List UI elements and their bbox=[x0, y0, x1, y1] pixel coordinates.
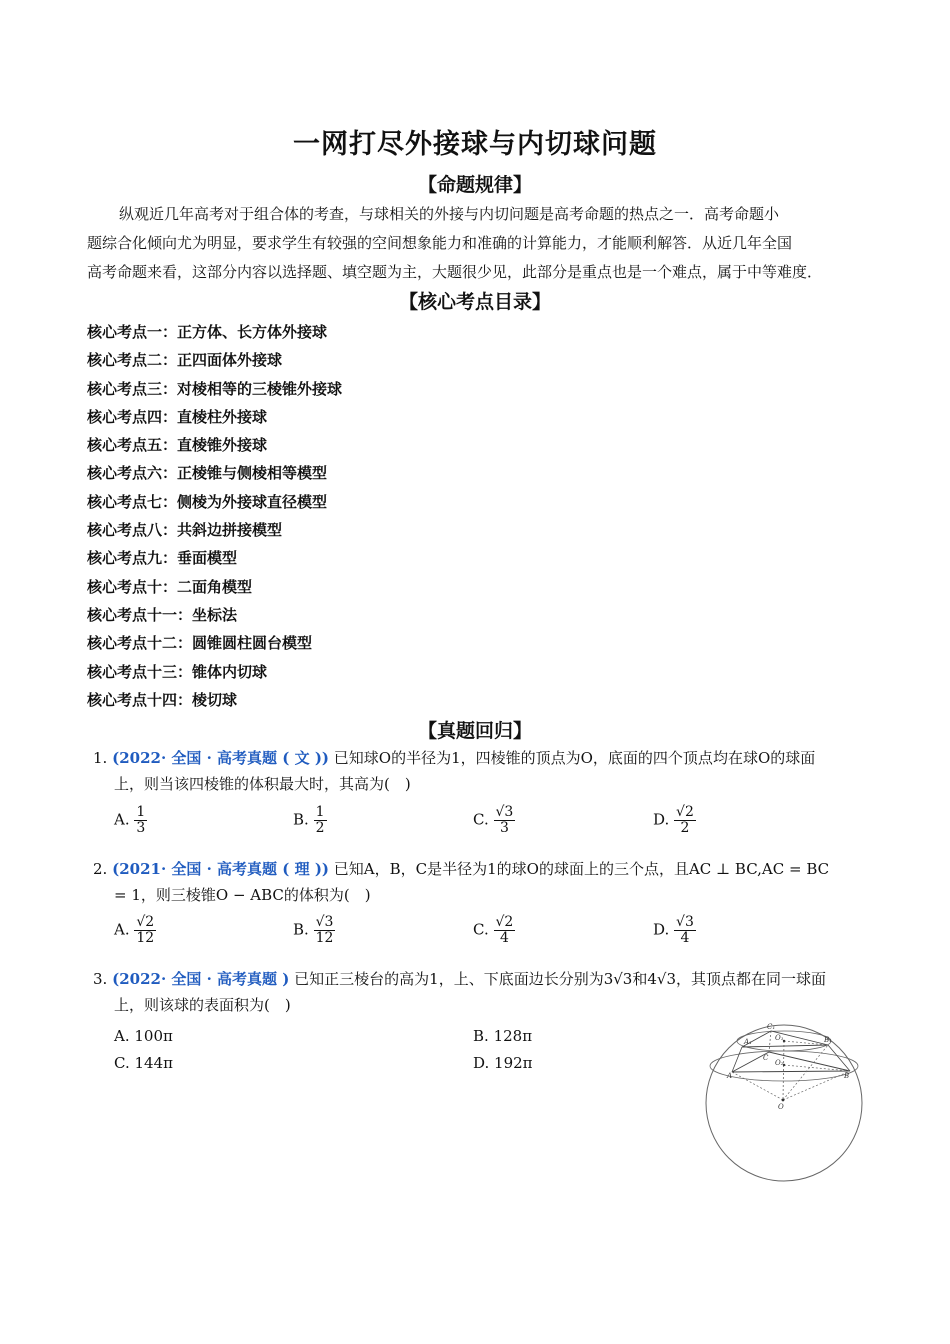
toc-item: 核心考点十三：锥体内切球 bbox=[87, 662, 268, 681]
option-label: D. bbox=[653, 810, 670, 829]
option-label: D. bbox=[473, 1054, 490, 1072]
question-text: 上，则当该四棱锥的体积最大时，其高为( ) bbox=[114, 775, 411, 793]
option-b[interactable] bbox=[293, 805, 327, 836]
option-label: A. bbox=[114, 810, 130, 829]
option-label: A. bbox=[114, 1027, 130, 1045]
option-c[interactable] bbox=[473, 915, 515, 946]
fraction bbox=[134, 805, 147, 836]
fraction-denominator: 3 bbox=[499, 820, 509, 836]
option-value: 128π bbox=[493, 1027, 533, 1045]
option-a[interactable] bbox=[114, 915, 156, 946]
fraction-denominator: 2 bbox=[680, 820, 690, 836]
option-value: 192π bbox=[494, 1054, 533, 1072]
option-label: C. bbox=[114, 1054, 130, 1072]
toc-item: 核心考点十一：坐标法 bbox=[87, 605, 238, 624]
toc-item: 核心考点六：正棱锥与侧棱相等模型 bbox=[87, 464, 328, 483]
figure-label: A₁ bbox=[744, 1038, 752, 1046]
fraction bbox=[494, 805, 516, 836]
option-value: 100π bbox=[134, 1027, 173, 1045]
radius-line bbox=[783, 1071, 850, 1100]
option-c[interactable] bbox=[473, 805, 515, 836]
question-number: 1. bbox=[93, 749, 108, 767]
option-label: C. bbox=[473, 810, 489, 829]
figure-label: C bbox=[763, 1054, 769, 1062]
sphere-outline bbox=[706, 1025, 862, 1181]
fraction bbox=[134, 915, 156, 946]
option-a[interactable] bbox=[114, 1027, 173, 1045]
figure-label: O bbox=[778, 1103, 784, 1111]
option-a[interactable] bbox=[114, 805, 147, 836]
toc-item: 核心考点八：共斜边拼接模型 bbox=[87, 521, 283, 540]
option-d[interactable] bbox=[653, 915, 696, 946]
toc-item: 核心考点十四：棱切球 bbox=[87, 690, 238, 709]
axis-line bbox=[783, 1041, 784, 1100]
figure-label: B₁ bbox=[824, 1036, 832, 1044]
fraction bbox=[314, 805, 327, 836]
edge bbox=[769, 1031, 771, 1052]
fraction bbox=[314, 915, 336, 946]
question-source: (2022· 全国 · 高考真题 ) bbox=[112, 970, 290, 988]
toc-item: 核心考点一：正方体、长方体外接球 bbox=[87, 323, 328, 341]
fraction bbox=[674, 805, 696, 836]
section-heading-rules: 【命题规律】 bbox=[417, 174, 532, 196]
question-text: 上，则该球的表面积为( ) bbox=[114, 996, 291, 1014]
intro-line: 纵观近几年高考对于组合体的考查，与球相关的外接与内切问题是高考命题的热点之一．高考命题小 bbox=[119, 205, 780, 223]
sphere-frustum-figure bbox=[700, 1018, 870, 1183]
question-text: 已知A，B，C是半径为1的球O的球面上的三个点，且AC ⊥ BC,AC = BC bbox=[333, 860, 830, 878]
fraction-denominator: 12 bbox=[136, 930, 155, 946]
fraction-denominator: 12 bbox=[315, 930, 334, 946]
fraction-numerator: √2 bbox=[136, 914, 155, 930]
section-heading-real-exams: 【真题回归】 bbox=[417, 720, 532, 742]
fraction-numerator: √3 bbox=[315, 914, 334, 930]
fraction-numerator: 1 bbox=[315, 804, 325, 820]
option-label: B. bbox=[293, 920, 309, 939]
fraction bbox=[674, 915, 696, 946]
question-source: (2021· 全国 · 高考真题 ( 理 )) bbox=[112, 860, 330, 878]
figure-label: B bbox=[844, 1072, 850, 1080]
toc-item: 核心考点十二：圆锥圆柱圆台模型 bbox=[87, 634, 313, 653]
option-label: C. bbox=[473, 920, 489, 939]
toc-item: 核心考点二：正四面体外接球 bbox=[87, 351, 283, 370]
question-number: 2. bbox=[93, 860, 108, 878]
section-heading-toc: 【核心考点目录】 bbox=[398, 291, 551, 313]
question-number: 3. bbox=[93, 970, 108, 988]
option-label: A. bbox=[114, 920, 130, 939]
toc-item: 核心考点十：二面角模型 bbox=[87, 577, 253, 596]
fraction-numerator: √3 bbox=[676, 914, 694, 930]
question-1 bbox=[93, 745, 873, 797]
fraction-numerator: √2 bbox=[676, 804, 694, 820]
fraction-numerator: 1 bbox=[136, 804, 146, 820]
figure-label: O₂ bbox=[775, 1059, 784, 1067]
fraction-denominator: 4 bbox=[680, 930, 690, 946]
radius-line bbox=[783, 1045, 828, 1100]
toc-item: 核心考点五：直棱锥外接球 bbox=[87, 436, 268, 455]
fraction bbox=[494, 915, 516, 946]
fraction-denominator: 2 bbox=[315, 820, 325, 836]
toc-item: 核心考点九：垂面模型 bbox=[87, 549, 238, 568]
toc-item: 核心考点三：对棱相等的三棱锥外接球 bbox=[87, 379, 343, 398]
page-title: 一网打尽外接球与内切球问题 bbox=[293, 129, 657, 160]
option-d[interactable] bbox=[653, 805, 696, 836]
toc-item: 核心考点四：直棱柱外接球 bbox=[87, 407, 268, 426]
figure-label: A bbox=[727, 1072, 733, 1080]
radius-line bbox=[732, 1072, 783, 1100]
intro-line: 题综合化倾向尤为明显，要求学生有较强的空间想象能力和准确的计算能力，才能顺利解答．从近几年全国 bbox=[87, 234, 793, 252]
question-source: (2022· 全国 · 高考真题 ( 文 )) bbox=[112, 749, 330, 767]
figure-label: O₁ bbox=[775, 1034, 784, 1042]
option-b[interactable] bbox=[293, 915, 335, 946]
option-label: B. bbox=[293, 810, 309, 829]
question-text: = 1，则三棱锥O − ABC的体积为( ) bbox=[114, 886, 371, 904]
option-value: 144π bbox=[134, 1054, 173, 1072]
question-2 bbox=[93, 856, 873, 908]
toc-list bbox=[87, 318, 342, 714]
question-3 bbox=[93, 966, 873, 1018]
option-c[interactable] bbox=[114, 1054, 173, 1072]
center-point bbox=[782, 1099, 785, 1102]
option-d[interactable] bbox=[473, 1054, 533, 1072]
question-text: 已知球O的半径为1，四棱锥的顶点为O，底面的四个顶点均在球O的球面 bbox=[333, 749, 816, 767]
intro-paragraph bbox=[87, 200, 865, 287]
option-b[interactable] bbox=[473, 1027, 532, 1045]
fraction-denominator: 4 bbox=[499, 930, 509, 946]
option-label: D. bbox=[653, 920, 670, 939]
question-text: 已知正三棱台的高为1，上、下底面边长分别为3√3和4√3，其顶点都在同一球面 bbox=[294, 970, 826, 988]
edge bbox=[732, 1047, 742, 1072]
toc-item: 核心考点七：侧棱为外接球直径模型 bbox=[87, 492, 328, 511]
intro-line: 高考命题来看，这部分内容以选择题、填空题为主，大题很少见，此部分是重点也是一个难点，属于中等难度． bbox=[87, 263, 823, 281]
fraction-numerator: √3 bbox=[495, 804, 514, 820]
radius-line bbox=[784, 1065, 850, 1071]
figure-label: C₁ bbox=[767, 1023, 776, 1031]
option-label: B. bbox=[473, 1027, 489, 1045]
fraction-numerator: √2 bbox=[495, 914, 514, 930]
fraction-denominator: 3 bbox=[136, 820, 146, 836]
